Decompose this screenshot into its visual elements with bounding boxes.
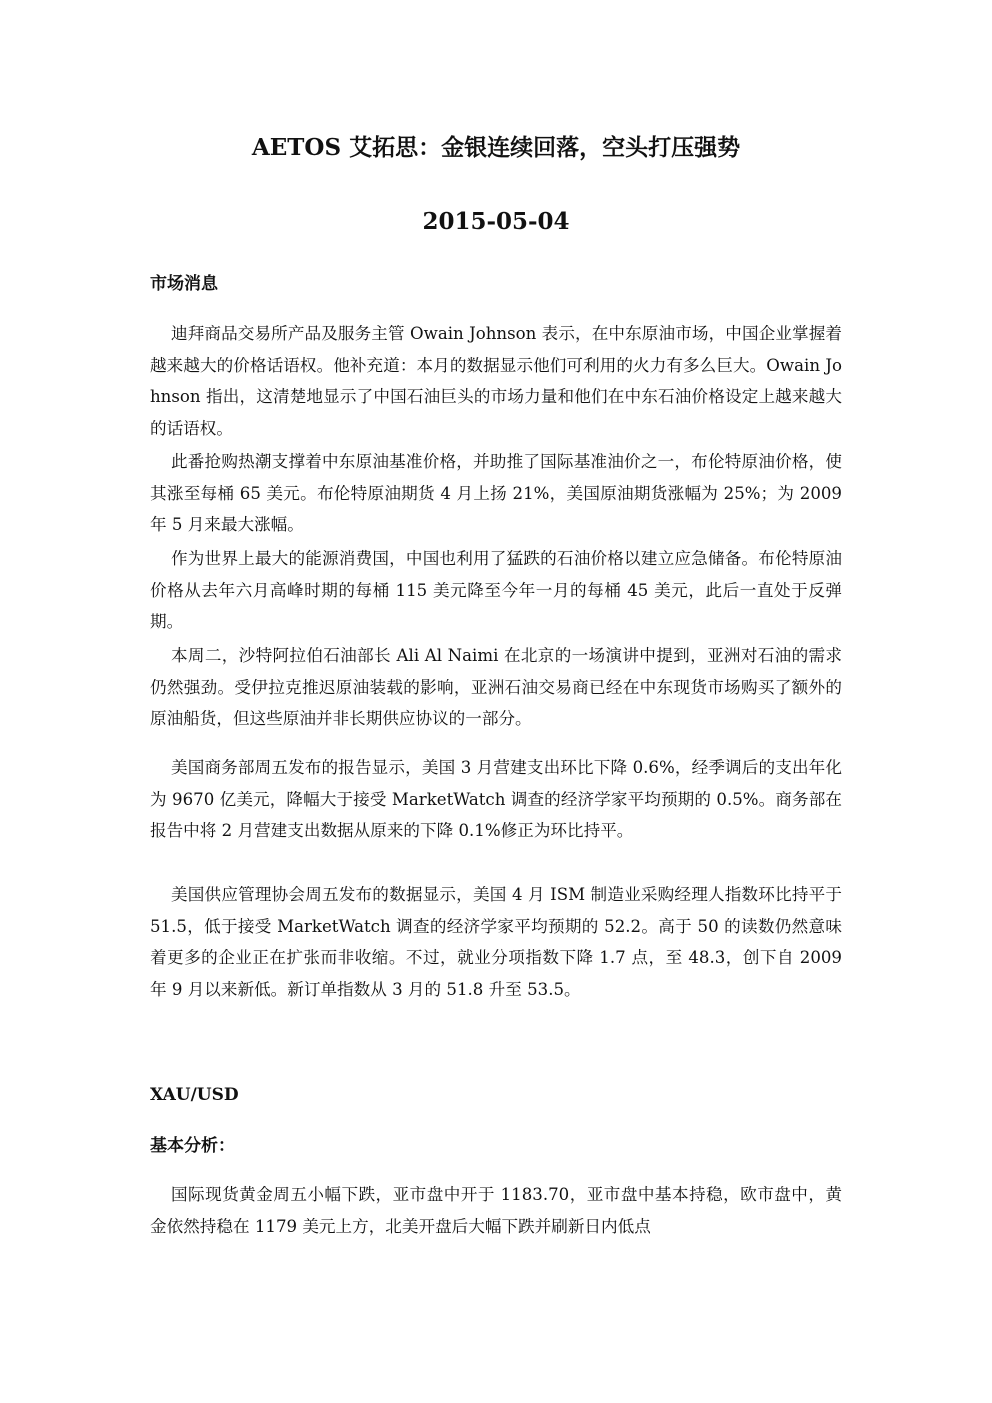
paragraph: 国际现货黄金周五小幅下跌，亚市盘中开于 1183.70，亚市盘中基本持稳，欧市盘中，黄金依然持稳在 1179 美元上方，北美开盘后大幅下跌并刷新日内低点 <box>150 1185 842 1236</box>
document-date: 2015-05-04 <box>422 208 570 235</box>
section-symbol-xauusd: XAU/USD <box>150 1085 239 1105</box>
paragraph: 本周二，沙特阿拉伯石油部长 Ali Al Naimi 在北京的一场演讲中提到，亚洲对石油的需求仍然强劲。受伊拉克推迟原油装载的影响，亚洲石油交易商已经在中东现货市场购买了额外的原油船货，但这些原油并非长期供应协议的一部分。 <box>150 646 842 728</box>
paragraph: 此番抢购热潮支撑着中东原油基准价格，并助推了国际基准油价之一，布伦特原油价格，使其涨至每桶 65 美元。布伦特原油期货 4 月上扬 21%，美国原油期货涨幅为 25%；为 2009 年 5 月来最大涨幅。 <box>150 452 842 534</box>
document-title: AETOS 艾拓思：金银连续回落，空头打压强势 <box>251 134 741 161</box>
paragraph: 迪拜商品交易所产品及服务主管 Owain Johnson 表示，在中东原油市场，中国企业掌握着越来越大的价格话语权。他补充道：本月的数据显示他们可利用的火力有多么巨大。Owain Johnson 指出，这清楚地显示了中国石油巨头的市场力量和他们在中东石油价格设定上越来越大的话语权。 <box>150 324 842 438</box>
section-heading-fundamental-analysis: 基本分析： <box>150 1136 235 1156</box>
paragraph: 作为世界上最大的能源消费国，中国也利用了猛跌的石油价格以建立应急储备。布伦特原油价格从去年六月高峰时期的每桶 115 美元降至今年一月的每桶 45 美元，此后一直处于反弹期。 <box>150 549 842 631</box>
paragraph: 美国供应管理协会周五发布的数据显示，美国 4 月 ISM 制造业采购经理人指数环比持平于 51.5，低于接受 MarketWatch 调查的经济学家平均预期的 52.2。高于 50 的读数仍然意味着更多的企业正在扩张而非收缩。不过，就业分项指数下降 1.7 点，至 48.3，创下自 2009 年 9 月以来新低。新订单指数从 3 月的 51.8 升至 53.5。 <box>150 885 842 999</box>
paragraph: 美国商务部周五发布的报告显示，美国 3 月营建支出环比下降 0.6%，经季调后的支出年化为 9670 亿美元，降幅大于接受 MarketWatch 调查的经济学家平均预期的 0.5%。商务部在报告中将 2 月营建支出数据从原来的下降 0.1%修正为环比持平。 <box>150 758 842 840</box>
section-heading-market-news: 市场消息 <box>150 274 218 294</box>
